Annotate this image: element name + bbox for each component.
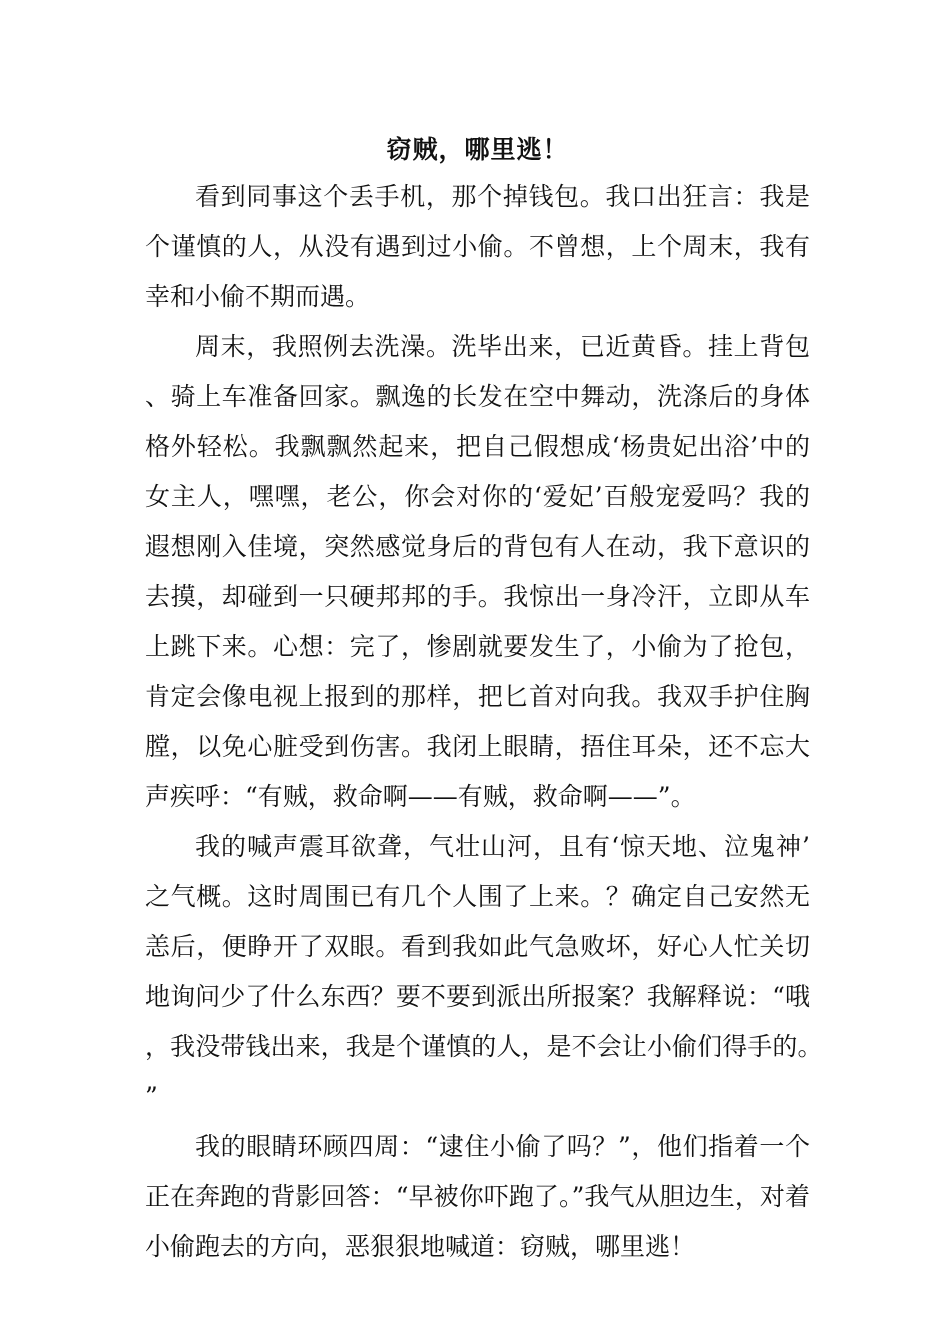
document-body: [145, 128, 810, 1272]
document-title: 窃贼，哪里逃！: [386, 135, 569, 164]
paragraph-2: 周末，我照例去洗澡。洗毕出来，已近黄昏。挂上背包、骑上车准备回家。飘逸的长发在空中舞动，洗涤后的身体格外轻松。我飘飘然起来，把自己假想成‘杨贵妃出浴’中的女主人，嘿嘿，老公，你会对你的‘爱妃’百般宠爱吗？我的遐想刚入佳境，突然感觉身后的背包有人在动，我下意识的去摸，却碰到一只硬邦邦的手。我惊出一身冷汗，立即从车上跳下来。心想：完了，惨剧就要发生了，小偷为了抢包，肯定会像电视上报到的那样，把匕首对向我。我双手护住胸膛，以免心脏受到伤害。我闭上眼睛，捂住耳朵，还不忘大声疾呼：“有贼，救命啊——有贼，救命啊——”。: [145, 332, 810, 811]
paragraph-4: 我的眼睛环顾四周：“逮住小偷了吗？”，他们指着一个正在奔跑的背影回答：“早被你吓跑了。”我气从胆边生，对着小偷跑去的方向，恶狠狠地喊道：窃贼，哪里逃！: [145, 1132, 810, 1261]
paragraph-1: 看到同事这个丢手机，那个掉钱包。我口出狂言：我是个谨慎的人，从没有遇到过小偷。不曾想，上个周末，我有幸和小偷不期而遇。: [145, 182, 810, 311]
paragraph-3: 我的喊声震耳欲聋，气壮山河，且有‘惊天地、泣鬼神’之气概。这时周围已有几个人围了上来。？确定自己安然无恙后，便睁开了双眼。看到我如此气急败坏，好心人忙关切地询问少了什么东西？要不要到派出所报案？我解释说：“哦，我没带钱出来，我是个谨慎的人，是不会让小偷们得手的。”: [145, 832, 810, 1111]
